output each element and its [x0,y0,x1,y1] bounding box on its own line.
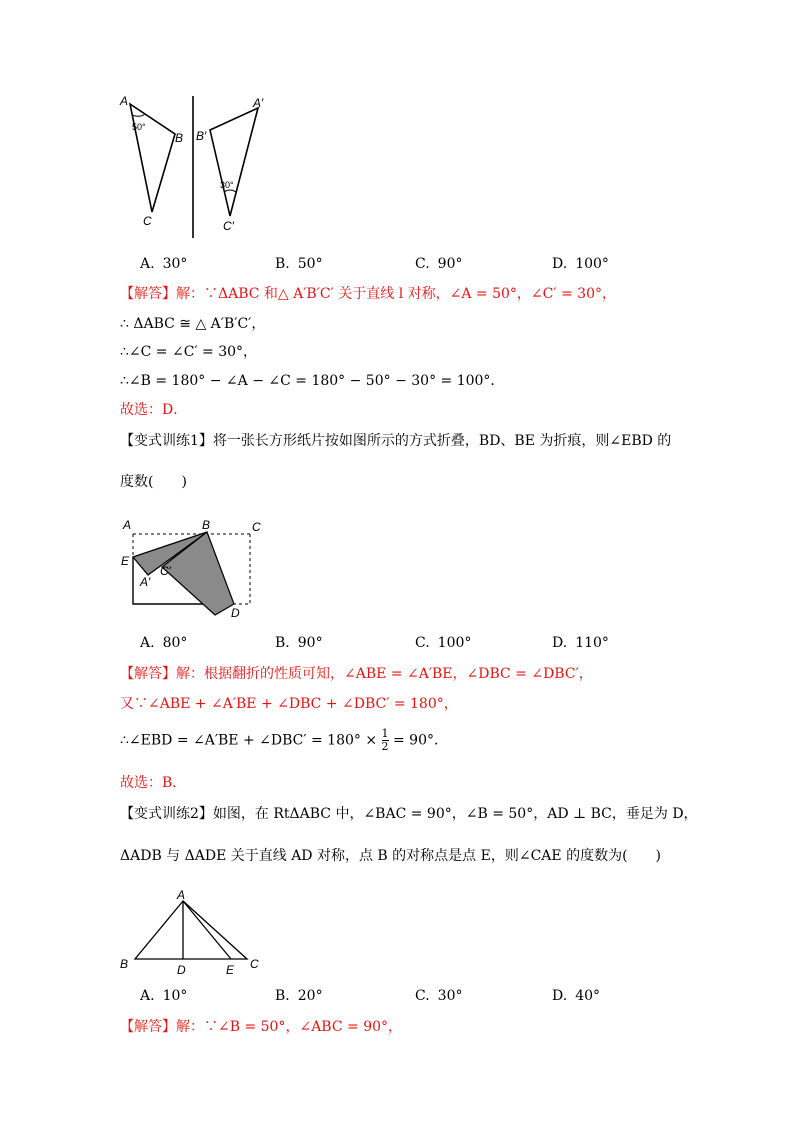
figure-symmetric-triangles [110,88,280,243]
label-c-prime: C′ [223,219,234,233]
q2-line1: 【变式训练1】将一张长方形纸片按如图所示的方式折叠，BD、BE 为折痕，则∠EBD 的 [120,433,672,449]
q3-option-a[interactable]: A. 10° [140,988,188,1004]
triangle-abc [130,104,175,212]
sol2-answer: 故选：B． [120,775,187,791]
q3-line1: 【变式训练2】如图，在 RtΔABC 中，∠BAC = 90°，∠B = 50°，AD ⊥ BC，垂足为 D， [120,806,698,822]
angle-label-a: 50° [132,122,146,132]
q2-option-b[interactable]: B. 90° [275,635,323,651]
label-b: B [175,131,184,145]
q1-option-d[interactable]: D. 100° [552,256,609,272]
sol1-line3: ∴∠C = ∠C′ = 30°， [120,344,258,360]
label-e: E [121,554,130,568]
label-a: A [177,888,186,902]
q3-line2: ΔADB 与 ΔADE 关于直线 AD 对称，点 B 的对称点是点 E，则∠CAE 的度数为( ) [120,848,661,864]
sol2-line3: ∴∠EBD = ∠A′BE + ∠DBC′ = 180° × $\frac{1}{2}$ = 90°． [120,727,448,753]
q3-option-b[interactable]: B. 20° [275,988,323,1004]
label-c: C [250,957,259,971]
q1-option-c[interactable]: C. 90° [415,256,463,272]
solution-tag: 【解答】解： [120,666,204,682]
label-a: A [123,518,132,532]
angle-arc-a [132,114,145,116]
figure-folded-rectangle [115,515,275,625]
label-b-prime: B′ [196,129,207,143]
q2-line2: 度数( ) [120,474,187,490]
sol3-line1: 【解答】解：∵∠B = 50°，∠ABC = 90°， [120,1019,403,1035]
solution-tag: 【解答】解： [120,1019,204,1035]
segment-ae [183,901,231,959]
label-a: A [120,94,129,108]
sol1-line4: ∴∠B = 180° − ∠A − ∠C = 180° − 50° − 30° = 100°． [120,373,505,389]
label-c-prime: C′ [160,564,171,578]
label-a-prime: A′ [253,96,264,110]
sol1-line2: ∴ ΔABC ≅ △ A′B′C′， [120,316,266,332]
sol2-line2: 又∵∠ABE + ∠A′BE + ∠DBC + ∠DBC′ = 180°， [120,696,458,712]
q3-option-d[interactable]: D. 40° [552,988,601,1004]
label-c: C [252,520,261,534]
label-d: D [177,963,186,977]
label-b: B [120,957,129,971]
sol1-answer: 故选：D． [120,402,188,418]
q1-option-b[interactable]: B. 50° [275,256,323,272]
angle-arc-c1 [224,190,236,192]
label-d: D [231,606,240,620]
q2-option-d[interactable]: D. 110° [552,635,609,651]
q1-option-a[interactable]: A. 30° [140,256,188,272]
fraction-one-half: $\frac{1}{2}$ [381,727,389,753]
label-a-prime: A′ [140,575,151,589]
angle-label-c-prime: 30° [220,180,234,190]
label-b: B [202,518,211,532]
sol1-line1: 【解答】解：∵ΔABC 和△ A′B′C′ 关于直线 l 对称，∠A = 50°，∠C′ = 30°， [120,286,616,302]
sol2-line1: 【解答】解：根据翻折的性质可知，∠ABE = ∠A′BE，∠DBC = ∠DBC′， [120,666,593,682]
figure-right-triangle [115,888,275,980]
solution-tag: 【解答】解： [120,286,204,302]
triangle-a1b1c1 [210,108,258,216]
label-e: E [226,963,235,977]
q2-option-a[interactable]: A. 80° [140,635,188,651]
q2-option-c[interactable]: C. 100° [415,635,472,651]
q3-option-c[interactable]: C. 30° [415,988,463,1004]
label-c: C [143,214,152,228]
